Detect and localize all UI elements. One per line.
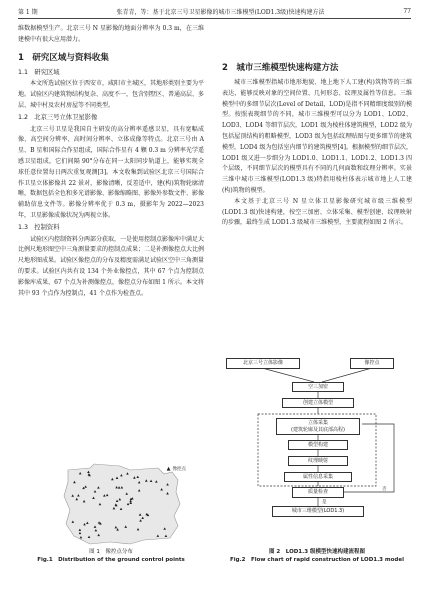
section-1-2-heading: 1.2 北京三号立体卫星影像 <box>18 113 98 121</box>
section-1-3-heading: 1.3 控制资料 <box>18 223 60 231</box>
flow-no-label: 否 <box>382 487 387 492</box>
figure-2-caption-en: Fig.2 Flow chart of rapid construction of LOD1.3 model <box>230 557 404 563</box>
flow-aerotriangulation: 空三加密 <box>292 382 344 392</box>
flow-input-gcp: 像控点 <box>350 358 394 369</box>
triangle-icon: ▲ <box>166 466 171 472</box>
section-1-3-paragraph: 试验区内控制资料分两部分获取，一是使用控制点影像库中满足大比例尺地形图空中三角测量要求的控制点成果；二是补测像控点大比例尺地形图成果。试验区像控点的分布及精度需满足试验区空中三角测量的要求。试验区内共有设 134 个外业像控点，其中 67 个点为控制点影像库成果，67 个点为补测像控点，像控点分布如图 1 所示。本文将其中 93 个点作为控制点，41 个点作为检查点。 <box>18 235 205 297</box>
section-1-1-heading: 1.1 研究区域 <box>18 68 60 76</box>
page-header <box>18 4 411 19</box>
flow-texture-mapping: 纹理映射 <box>288 456 348 466</box>
figure-1-caption-cn: 图 1 像控点分布 <box>89 549 133 555</box>
flow-stereo-collection-title: 立体采集 <box>307 420 328 426</box>
issue-label: 第 1 期 <box>18 8 38 16</box>
figure-2-caption <box>222 548 412 564</box>
running-title: 张青青，等：基于北京三号卫星影像的城市三维模型(LOD1.3级)快速构建方法 <box>116 8 325 16</box>
figure-1-caption <box>18 548 204 564</box>
figure-2-flowchart <box>222 356 412 536</box>
section-2-paragraph-1: 城市三维模型指城市地形地貌、地上地下人工建(构)筑物等的三维表达，能够反映对象的空间位置、几何形态、纹理及属性等信息。三维模型中的多细节层次(Level of Detail，LOD)是指不同精细度级别的模型。按照表现细节的不同，城市三维模型可以分为 LOD1、LOD2、LOD3、LOD4 等细节层次，LOD1 级为棱柱体建筑模型，LOD2 级为包括屋顶结构的粗略模型，LOD3 级为包括纹理贴图与更多细节的建筑模型，LOD4 级为包括室内细节的建筑模型[4]。根据模型的细节层次，LOD1 级又进一步细分为 LOD1.0、LOD1.1、LOD1.2、LOD1.3 四个层级，不同细节层次的模型具有不同的几何面数和纹理分辨率。实景三维中城市三维模型(LOD1.3 级)特指用棱柱体表示城市地上人工建(构)筑物的模型。 <box>222 79 412 194</box>
flow-attribute-collection: 属性信息采集 <box>284 472 352 482</box>
figure-1-caption-en: Fig.1 Distribution of the ground control points <box>37 557 185 563</box>
figure-1 <box>60 462 184 546</box>
section-1-1-paragraph: 本文所选试验区位于西安市，咸阳市主城区，其地形类别主要为平地。试验区内建筑物结构复杂、高度不一，包含别墅区、普通高层、多层、城中村及农村房屋等不同类型。 <box>18 80 205 109</box>
section-2-heading: 2 城市三维模型快速构建方法 <box>222 63 339 73</box>
flow-stereo-collection-sub: (建筑轮廓及其底部高程) <box>291 427 345 433</box>
gcp-distribution-map <box>60 462 184 546</box>
section-1-2-paragraph: 北京三号卫星是我国自主研发的高分辨率遥感卫星，具有宽幅成像、高空间分辨率、高时间分辨率、立体成像等特点。北京三号由 A 星、B 星和国际合作星组成，国际合作星有 4 颗 0.3 m 分辨率光学遥感卫星组成，它们间隔 90°分布在同一太阳同步轨道上，能够实现全球任意位置每日两次重复观测[3]。本文收集到试验区北京三号国际合作卫星立体影像共 22 景对，影像清晰，反差适中，建(构)筑物轮廓清晰，数据包括全色和多光谱影像、影像缩略图、影像外参数文件、影像辅助信息文件等。影像分辨率优于 0.3 m，摄影年为 2022—2023 年，卫星影像成像状况为两视立体。 <box>18 125 205 219</box>
figure-2-caption-cn: 图 2 LOD1.3 级模型快速构建流程图 <box>269 549 365 555</box>
right-column <box>222 62 412 229</box>
section-1-heading: 1 研究区域与资料收集 <box>18 52 109 63</box>
flow-output-model: 城市三维模型(LOD1.3) <box>272 506 364 517</box>
flow-yes-label: 是 <box>322 500 327 505</box>
figure-1-legend <box>167 466 186 472</box>
flow-model-build: 模型构建 <box>288 440 348 450</box>
left-column <box>18 24 204 299</box>
flow-quality-check: 质量检查 <box>292 487 344 498</box>
flow-stereo-model: 创建立体模型 <box>282 398 354 408</box>
flow-input-satellite-images: 北京三号立体影像 <box>226 358 300 369</box>
page-number: 77 <box>403 7 411 15</box>
intro-paragraph: 维数据模型生产。北京三号 N 星影像的地面分辨率为 0.3 m，在三维建模中有很大应用潜力。 <box>18 25 204 43</box>
section-2-paragraph-2: 本文基于北京三号 N 星立体卫星影像研究城市级三维模型(LOD1.3 级)快速构建，按空三加密、立体采集、模型创建、纹理映射的步骤，最终生成 LOD1.3 级城市三维模型，主要流程如图 2 所示。 <box>222 197 412 227</box>
flow-stereo-collection <box>276 418 360 435</box>
figure-1-legend-label: 像控点 <box>172 467 186 472</box>
